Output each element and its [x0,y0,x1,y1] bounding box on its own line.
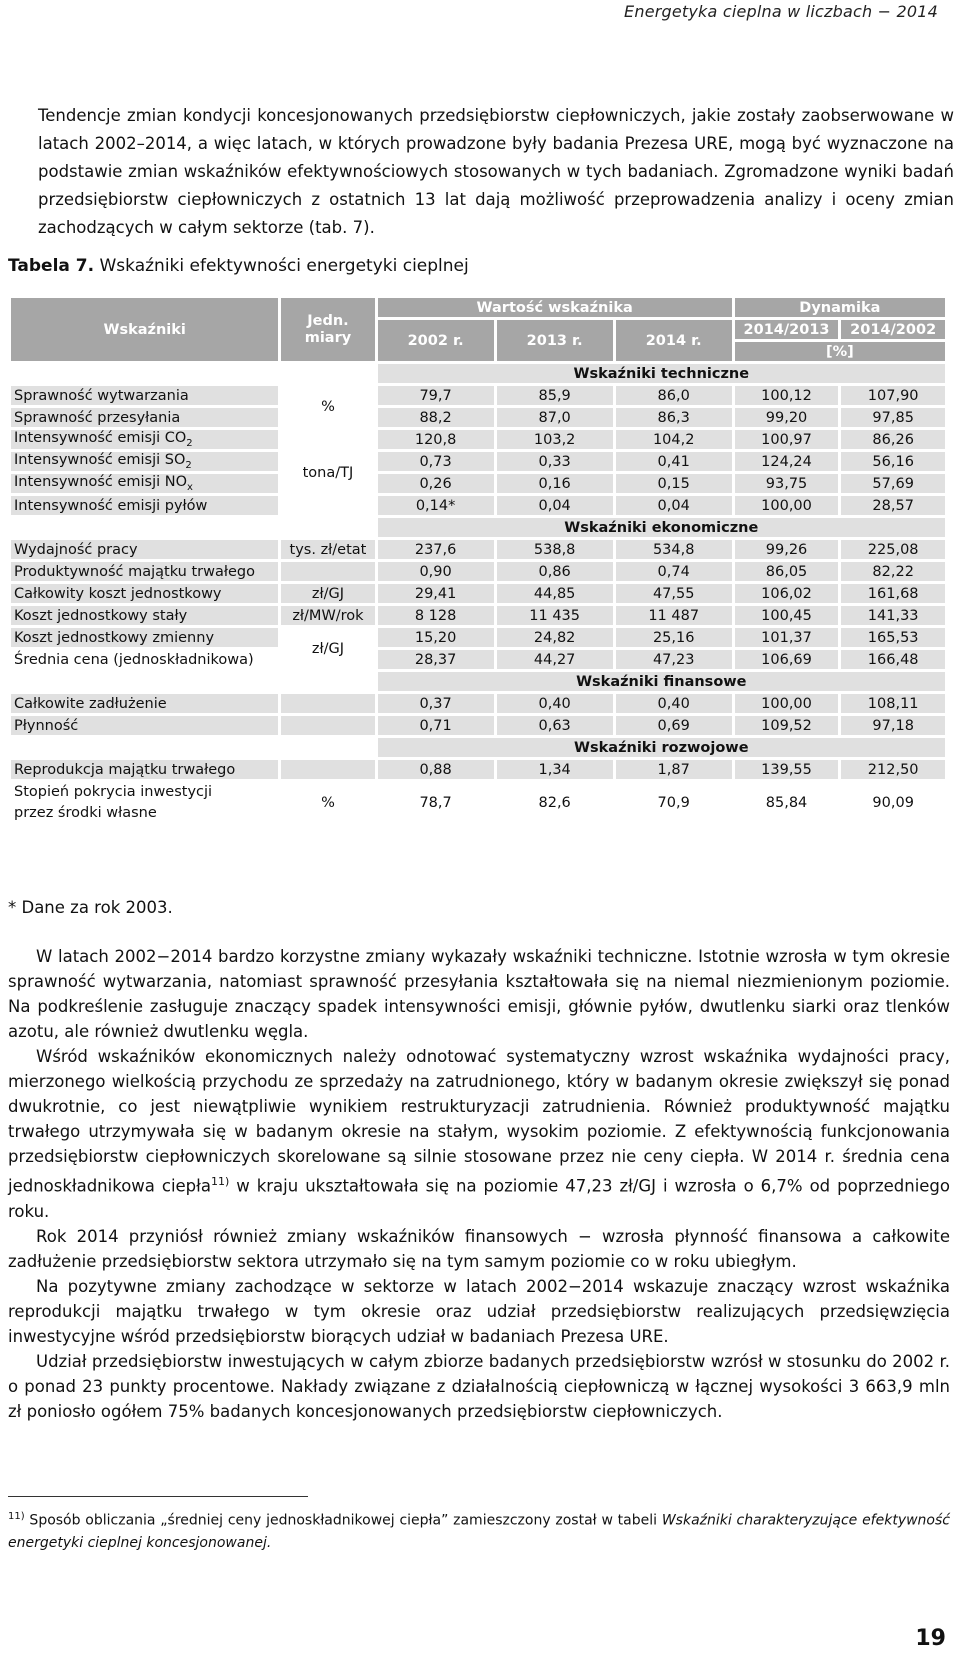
row-label-text: Intensywność emisji CO [14,430,187,447]
value-cell: 44,27 [497,650,613,669]
value-cell: 104,2 [616,430,732,449]
section-economic: Wskaźniki ekonomiczne [378,518,945,537]
unit-cell: % [321,398,335,415]
value-cell: 99,26 [735,540,839,559]
intro-paragraph: Tendencje zmian kondycji koncesjonowanych przedsiębiorstw ciepłowniczych, jakie zostały zaobserwowane w latach 2002–2014, a więc latach, w których prowadzone były badania Prezesa URE, mogą być wyznaczone na podstawie zmian wskaźników efektywnościowych stosowanych w tych badaniach. Zgromadzone wyniki badań przedsiębiorstw ciepłowniczych z ostatnich 13 lat dają możliwość przeprowadzenia analizy i oceny zmian zachodzących w całym sektorze (tab. 7). [38,106,954,237]
value-cell: 0,88 [378,760,494,779]
value-cell: 93,75 [735,474,839,493]
value-cell: 100,97 [735,430,839,449]
value-cell: 0,37 [378,694,494,713]
caption-text: Wskaźniki efektywności energetyki cieplnej [94,256,469,276]
table-caption [8,256,469,276]
value-cell: 99,20 [735,408,839,427]
value-cell: 0,40 [616,694,732,713]
value-cell: 0,14* [378,496,494,515]
row-label: Średnia cena (jednoskładnikowa) [14,651,254,668]
value-cell: 109,52 [735,716,839,735]
value-cell: 97,85 [841,408,945,427]
value-cell: 82,6 [538,795,571,811]
value-cell: 165,53 [841,628,945,647]
header-indicators: Wskaźniki [11,298,278,361]
row-label [11,430,278,449]
value-cell: 100,00 [735,496,839,515]
value-cell: 106,69 [735,650,839,669]
value-cell: 0,63 [497,716,613,735]
header-year-2013: 2013 r. [497,320,613,361]
value-cell: 0,86 [497,562,613,581]
value-cell: 0,71 [378,716,494,735]
running-header: Energetyka cieplna w liczbach − 2014 [624,2,938,21]
header-dynamics-group: Dynamika [735,298,945,317]
value-cell: 100,00 [735,694,839,713]
unit-cell-empty [281,694,374,713]
table-row [11,584,945,603]
footnote-reference: 11) [210,1175,230,1188]
value-cell: 0,04 [616,496,732,515]
value-cell: 79,7 [378,386,494,405]
page-footnote [8,1506,950,1554]
table-row [11,496,945,515]
header-year-2014: 2014 r. [616,320,732,361]
unit-cell-empty [281,562,374,581]
value-cell: 108,11 [841,694,945,713]
table-row [11,782,945,824]
value-cell: 28,57 [841,496,945,515]
value-cell: 124,24 [735,452,839,471]
value-cell: 101,37 [735,628,839,647]
value-cell: 97,18 [841,716,945,735]
value-cell: 29,41 [378,584,494,603]
paragraph: Udział przedsiębiorstw inwestujących w całym zbiorze badanych przedsiębiorstw wzrósł w stosunku do 2002 r. o ponad 23 punkty procentowe. Nakłady związane z działalnością ciepłowniczą w łącznej wysokości 3 663,9 mln zł poniosło ogółem 75% badanych koncesjonowanych przedsiębiorstw ciepłowniczych. [8,1351,950,1421]
table-row [11,650,945,669]
row-label: Wydajność pracy [11,540,278,559]
value-cell: 11 435 [497,606,613,625]
table-row [11,540,945,559]
footnote-separator [8,1496,308,1497]
table-row [11,474,945,493]
value-cell: 0,15 [616,474,732,493]
unit-cell: tona/TJ [302,464,354,481]
value-cell: 1,34 [497,760,613,779]
indicators-table [8,295,948,827]
value-cell: 85,9 [497,386,613,405]
value-cell: 25,16 [616,628,732,647]
section-technical: Wskaźniki techniczne [378,364,945,383]
value-cell: 28,37 [378,650,494,669]
value-cell: 141,33 [841,606,945,625]
paragraph: Rok 2014 przyniósł również zmiany wskaźników finansowych − wzrosła płynność finansowa a całkowite zadłużenie przedsiębiorstw sektora utrzymało się na tym samym poziomie co w roku ubiegłym. [8,1226,950,1271]
footnote-text: Sposób obliczania „średniej ceny jednoskładnikowej ciepła” zamieszczony został w tabeli [24,1512,662,1529]
header-dyn-2014-2002: 2014/2002 [841,320,945,339]
value-cell: 11 487 [616,606,732,625]
row-label: Intensywność emisji pyłów [11,496,278,515]
header-value-group: Wartość wskaźnika [378,298,732,317]
table-row [11,408,945,427]
value-cell: 0,90 [378,562,494,581]
table-row [11,716,945,735]
value-cell: 0,04 [497,496,613,515]
value-cell: 86,26 [841,430,945,449]
value-cell: 100,45 [735,606,839,625]
unit-cell: zł/MW/rok [281,606,374,625]
section-development: Wskaźniki rozwojowe [378,738,945,757]
paragraph-text: w kraju ukształtowała się na poziomie 47,23 zł/GJ i wzrosła o 6,7% od poprzedniego roku. [8,1176,950,1221]
value-cell: 237,6 [378,540,494,559]
row-label: Płynność [11,716,278,735]
caption-label: Tabela 7. [8,256,95,276]
body-text [8,944,950,1424]
value-cell: 86,3 [616,408,732,427]
value-cell: 90,09 [872,795,914,811]
row-label-text: Intensywność emisji NO [14,474,188,491]
value-cell: 0,26 [378,474,494,493]
value-cell: 103,2 [497,430,613,449]
row-label: Sprawność przesyłania [11,408,278,427]
value-cell: 24,82 [497,628,613,647]
table-row [11,430,945,449]
row-label: Koszt jednostkowy zmienny [11,628,278,647]
unit-cell: zł/GJ [281,584,374,603]
table-row [11,606,945,625]
table-row [11,386,945,405]
value-cell: 86,0 [616,386,732,405]
header-unit: Jedn. miary [281,298,374,361]
value-cell: 0,74 [616,562,732,581]
value-cell: 87,0 [497,408,613,427]
row-label: Koszt jednostkowy stały [11,606,278,625]
value-cell: 0,16 [497,474,613,493]
unit-cell: % [321,795,335,811]
row-label: Sprawność wytwarzania [11,386,278,405]
row-label: Całkowity koszt jednostkowy [11,584,278,603]
value-cell: 57,69 [841,474,945,493]
value-cell: 106,02 [735,584,839,603]
value-cell: 86,05 [735,562,839,581]
header-year-2002: 2002 r. [378,320,494,361]
value-cell: 166,48 [841,650,945,669]
table-row [11,562,945,581]
value-cell: 82,22 [841,562,945,581]
header-dyn-2014-2013: 2014/2013 [735,320,839,339]
value-cell: 100,12 [735,386,839,405]
value-cell: 0,73 [378,452,494,471]
value-cell: 0,33 [497,452,613,471]
unit-cell-empty [281,760,374,779]
value-cell: 47,23 [616,650,732,669]
paragraph-text: Wśród wskaźników ekonomicznych należy odnotować systematyczny wzrost wskaźnika wydajności pracy, mierzonego wielkością przychodu ze sprzedaży na zatrudnionego, który w badanym okresie zwiększył się ponad dwukrotnie, co jest niewątpliwie wynikiem restrukturyzacji zatrudnienia. Również produktywność majątku trwałego utrzymywała się w badanym okresie na stałym, wysokim poziomie. Z efektywnością funkcjonowania przedsiębiorstw ciepłowniczych skorelowane są silnie stosowane przez nie ceny ciepła. W 2014 r. średnia cena jednoskładnikowa ciepła [8,1047,950,1196]
paragraph: W latach 2002−2014 bardzo korzystne zmiany wykazały wskaźniki techniczne. Istotnie wzrosła w tym okresie sprawność wytwarzania, natomiast sprawność przesyłania kształtowała się na niemal niezmienionym poziomie. Na podkreślenie zasługuje znaczący spadek intensywności emisji, głównie pyłów, dwutlenku siarki oraz tlenków azotu, ale również dwutlenku węgla. [8,947,950,1041]
paragraph: Na pozytywne zmiany zachodzące w sektorze w latach 2002−2014 wskazuje znaczący wzrost wskaźnika reprodukcji majątku trwałego w tym okresie oraz udział przedsiębiorstw realizujących przedsięwzięcia inwestycyjne wśród przedsiębiorstw biorących udział w badaniach Prezesa URE. [8,1276,950,1346]
row-label-line2: przez środki własne [14,805,157,821]
value-cell: 47,55 [616,584,732,603]
value-cell: 0,40 [497,694,613,713]
value-cell: 8 128 [378,606,494,625]
row-label-subscript: 2 [186,437,193,449]
row-label [11,782,278,824]
table-row [11,760,945,779]
row-label-text: Intensywność emisji SO [14,452,186,469]
paragraph [8,1044,950,1224]
value-cell: 139,55 [735,760,839,779]
row-label: Całkowite zadłużenie [11,694,278,713]
row-label [11,474,278,493]
value-cell: 0,69 [616,716,732,735]
value-cell: 0,41 [616,452,732,471]
value-cell: 212,50 [841,760,945,779]
row-label-line1: Stopień pokrycia inwestycji [14,784,213,800]
value-cell: 88,2 [378,408,494,427]
unit-cell: zł/GJ [311,640,345,657]
value-cell: 161,68 [841,584,945,603]
row-label-subscript: 2 [185,459,192,471]
unit-cell: tys. zł/etat [281,540,374,559]
unit-cell-empty [281,716,374,735]
row-label: Reprodukcja majątku trwałego [11,760,278,779]
value-cell: 70,9 [657,795,690,811]
value-cell: 120,8 [378,430,494,449]
table-row [11,628,945,647]
value-cell: 225,08 [841,540,945,559]
value-cell: 44,85 [497,584,613,603]
table-row [11,452,945,471]
row-label: Produktywność majątku trwałego [11,562,278,581]
value-cell: 538,8 [497,540,613,559]
footnote-marker: 11) [8,1511,25,1522]
value-cell: 107,90 [841,386,945,405]
footnote-italic: Wskaźniki charakteryzujące efektywność energetyki cieplnej koncesjonowanej. [8,1512,950,1551]
section-financial: Wskaźniki finansowe [378,672,945,691]
table-row [11,694,945,713]
page-number: 19 [915,1626,946,1651]
value-cell: 1,87 [616,760,732,779]
value-cell: 534,8 [616,540,732,559]
value-cell: 85,84 [765,795,808,811]
row-label [11,452,278,471]
row-label-subscript: x [187,481,193,493]
header-dyn-unit: [%] [735,342,945,361]
table-footnote: * Dane za rok 2003. [8,898,173,917]
value-cell: 56,16 [841,452,945,471]
value-cell: 78,7 [419,795,452,811]
value-cell: 15,20 [378,628,494,647]
